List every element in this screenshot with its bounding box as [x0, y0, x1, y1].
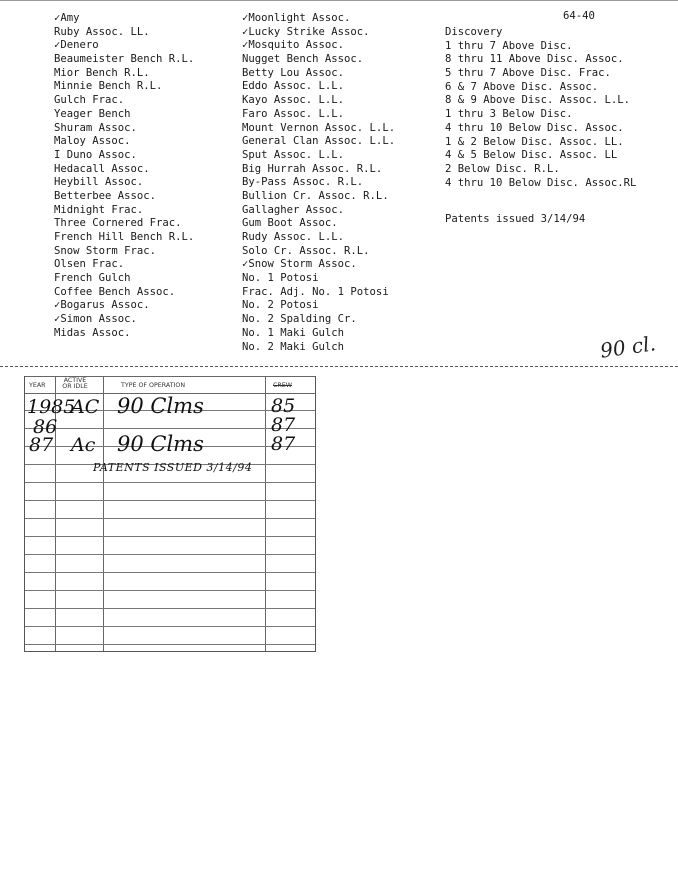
entry-3-operation: 90 Clms: [117, 432, 204, 456]
claim-entry: 1 thru 3 Below Disc.: [445, 108, 573, 121]
claim-entry: Solo Cr. Assoc. R.L.: [242, 244, 370, 257]
claim-entry: No. 2 Spalding Cr.: [242, 313, 357, 326]
claims-column-2: [242, 12, 395, 354]
claim-entry: Midnight Frac.: [54, 203, 144, 216]
form-rule-line: [25, 500, 315, 501]
claim-entry: I Duno Assoc.: [54, 148, 137, 161]
claim-entry: ✓Simon Assoc.: [54, 313, 137, 326]
claim-entry: Faro Assoc. L.L.: [242, 107, 345, 120]
claim-entry: 4 thru 10 Below Disc. Assoc.: [445, 121, 624, 134]
claim-entry: 8 thru 11 Above Disc. Assoc.: [445, 53, 624, 66]
claim-entry: Mior Bench R.L.: [54, 66, 150, 79]
claim-entry: Nugget Bench Assoc.: [242, 53, 364, 66]
claim-entry: Snow Storm Frac.: [54, 244, 157, 257]
claim-entry: Discovery: [445, 26, 503, 38]
claim-entry: French Gulch: [54, 272, 131, 285]
claim-entry: ✓Lucky Strike Assoc.: [242, 25, 370, 38]
claim-entry: 1 thru 7 Above Disc.: [445, 39, 573, 52]
claim-entry: Shuram Assoc.: [54, 121, 137, 134]
claim-entry: Midas Assoc.: [54, 326, 131, 339]
form-rule-line: [25, 626, 315, 627]
claim-entry: Beaumeister Bench R.L.: [54, 53, 195, 66]
claim-entry: Olsen Frac.: [54, 258, 125, 271]
claim-entry: Big Hurrah Assoc. R.L.: [242, 162, 383, 175]
claim-entry: Eddo Assoc. L.L.: [242, 80, 345, 93]
claim-entry: 5 thru 7 Above Disc. Frac.: [445, 67, 611, 80]
operation-record-form: [24, 376, 316, 652]
claim-entry: Mount Vernon Assoc. L.L.: [242, 121, 396, 134]
col-divider-active: [103, 376, 104, 651]
claim-entry: Heybill Assoc.: [54, 176, 144, 189]
claim-entry: French Hill Bench R.L.: [54, 231, 195, 243]
entry-3-crew: 87: [271, 433, 296, 455]
claim-entry: No. 2 Maki Gulch: [242, 340, 345, 353]
entry-3-active: Ac: [71, 434, 96, 456]
claims-column-1: [54, 12, 194, 341]
claim-entry: 2 Below Disc. R.L.: [445, 162, 560, 175]
claim-entry: Minnie Bench R.L.: [54, 80, 163, 93]
form-header-row: [25, 376, 315, 394]
form-rule-line: [25, 554, 315, 555]
patents-issued-note: Patents issued 3/14/94: [445, 213, 586, 225]
claim-entry: 6 & 7 Above Disc. Assoc.: [445, 80, 599, 93]
claim-entry: No. 1 Maki Gulch: [242, 326, 345, 339]
claim-entry: Gum Boot Assoc.: [242, 217, 338, 230]
claim-entry: No. 1 Potosi: [242, 272, 319, 285]
header-crew: CREW: [273, 382, 292, 389]
form-patents-note: PATENTS ISSUED 3/14/94: [93, 461, 253, 474]
claim-entry: Coffee Bench Assoc.: [54, 285, 176, 298]
claim-entry: General Clan Assoc. L.L.: [242, 135, 396, 148]
claim-entry: Maloy Assoc.: [54, 135, 131, 148]
claim-entry: By-Pass Assoc. R.L.: [242, 176, 364, 189]
form-rule-line: [25, 644, 315, 645]
claim-entry: Ruby Assoc. LL.: [54, 25, 150, 38]
claims-column-3: [445, 26, 636, 190]
form-rule-line: [25, 482, 315, 483]
claim-entry: Kayo Assoc. L.L.: [242, 94, 345, 107]
entry-1-year: 1985: [27, 396, 76, 418]
form-rule-line: [25, 608, 315, 609]
claim-entry: Betty Lou Assoc.: [242, 66, 345, 79]
claim-entry: 4 thru 10 Below Disc. Assoc.RL: [445, 176, 637, 189]
header-operation: TYPE OF OPERATION: [121, 382, 186, 389]
claim-entry: Three Cornered Frac.: [54, 217, 182, 230]
claim-entry: 4 & 5 Below Disc. Assoc. LL: [445, 149, 618, 162]
header-active-idle: ACTIVE OR IDLE: [62, 377, 88, 390]
claim-entry: ✓Mosquito Assoc.: [242, 39, 345, 52]
form-rule-line: [25, 536, 315, 537]
section-divider: [0, 366, 678, 367]
claim-entry: Yeager Bench: [54, 107, 131, 120]
form-rule-line: [25, 518, 315, 519]
claim-entry: ✓Amy: [54, 12, 80, 24]
form-rule-line: [25, 590, 315, 591]
form-rule-line: [25, 572, 315, 573]
claim-entry: No. 2 Potosi: [242, 299, 319, 312]
claim-entry: ✓Moonlight Assoc.: [242, 12, 351, 24]
entry-2-year: 86: [33, 416, 58, 438]
entry-2-crew: 87: [271, 414, 296, 436]
entry-1-crew: 85: [271, 395, 296, 417]
document-number: 64-40: [563, 10, 595, 22]
claim-entry: ✓Bogarus Assoc.: [54, 299, 150, 312]
entry-1-operation: 90 Clms: [117, 394, 204, 418]
header-year: YEAR: [29, 382, 46, 389]
handwritten-claim-count: 90 cl.: [598, 331, 658, 363]
claim-entry: Bullion Cr. Assoc. R.L.: [242, 189, 389, 202]
claim-entry: ✓Denero: [54, 39, 99, 52]
claim-entry: 8 & 9 Above Disc. Assoc. L.L.: [445, 94, 630, 107]
claim-entry: Betterbee Assoc.: [54, 189, 157, 202]
claim-entry: Gallagher Assoc.: [242, 203, 345, 216]
scan-top-edge: [0, 0, 678, 1]
claim-entry: Sput Assoc. L.L.: [242, 148, 345, 161]
entry-3-year: 87: [29, 434, 54, 456]
claim-entry: Rudy Assoc. L.L.: [242, 231, 345, 243]
claim-entry: Hedacall Assoc.: [54, 162, 150, 175]
claim-entry: Frac. Adj. No. 1 Potosi: [242, 285, 389, 298]
entry-1-active: AC: [71, 396, 100, 418]
col-divider-operation: [265, 376, 266, 651]
claim-entry: 1 & 2 Below Disc. Assoc. LL.: [445, 135, 624, 148]
claim-entry: ✓Snow Storm Assoc.: [242, 258, 357, 271]
claim-entry: Gulch Frac.: [54, 94, 125, 107]
